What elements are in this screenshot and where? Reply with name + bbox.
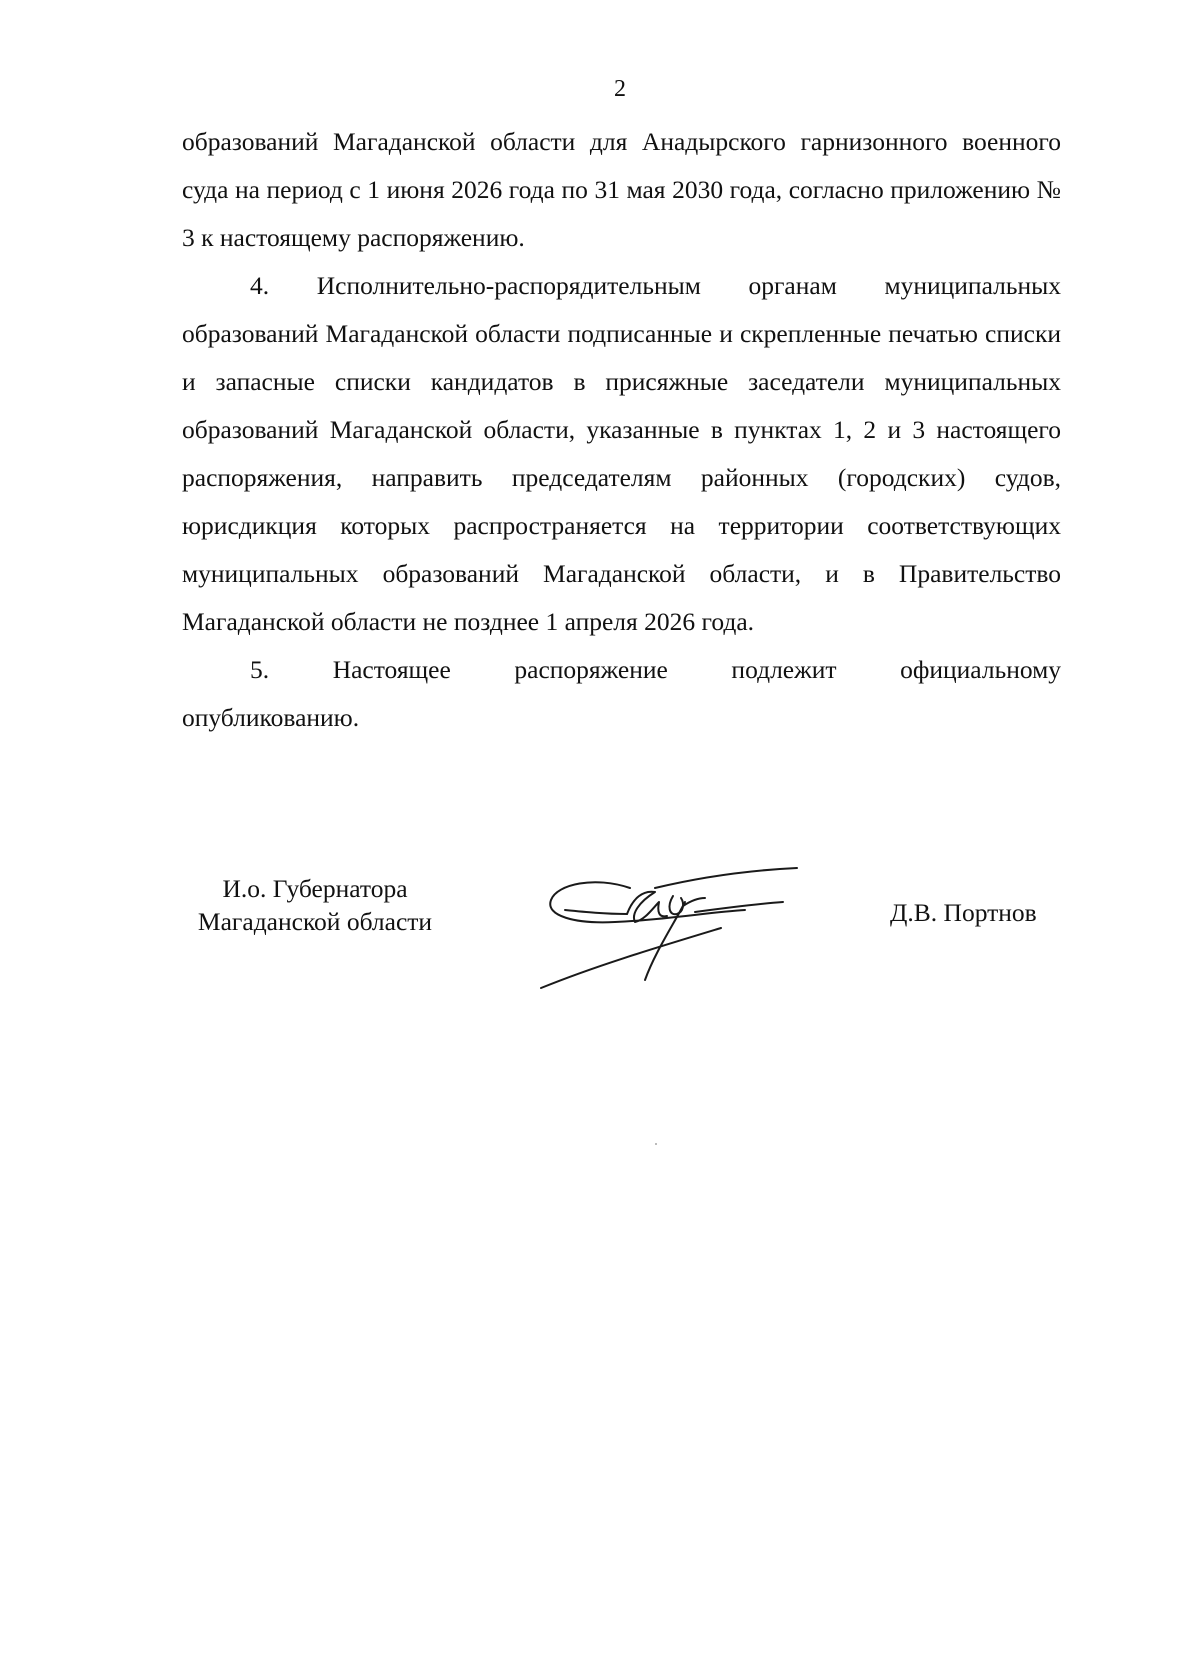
handwritten-signature [535,862,815,1012]
page-number: 2 [614,76,626,102]
paragraph-continuation: образований Магаданской области для Анадырского гарнизонного военного суда на период с 1 июня 2026 года по 31 мая 2030 года, согласно приложению № 3 к настоящему распоряжению. [182,127,1061,252]
document-body [182,118,1061,742]
paragraph-5-line-1: 5. Настоящее распоряжение подлежит официальному [250,655,1061,684]
signatory-title-line-1: И.о. Губернатора [222,874,408,903]
paragraph-5-line-2: опубликованию. [182,703,360,732]
paragraph-5 [182,646,1061,742]
paragraph-4: 4. Исполнительно-распорядительным органам муниципальных образований Магаданской области подписанные и скрепленные печатью списки и запасные списки кандидатов в присяжные заседатели муниципальных образований Магаданской области, указанные в пунктах 1, 2 и 3 настоящего распоряжения, направить председателям районных (городских) судов, юрисдикция которых распространяется на территории соответствующих муниципальных образований Магаданской области, и в Правительство Магаданской области не позднее 1 апреля 2026 года. [182,271,1061,636]
signatory-name: Д.В. Портнов [890,898,1037,927]
scan-speck [655,1143,657,1145]
signatory-title-line-2: Магаданской области [197,907,433,936]
signatory-title [180,872,450,938]
